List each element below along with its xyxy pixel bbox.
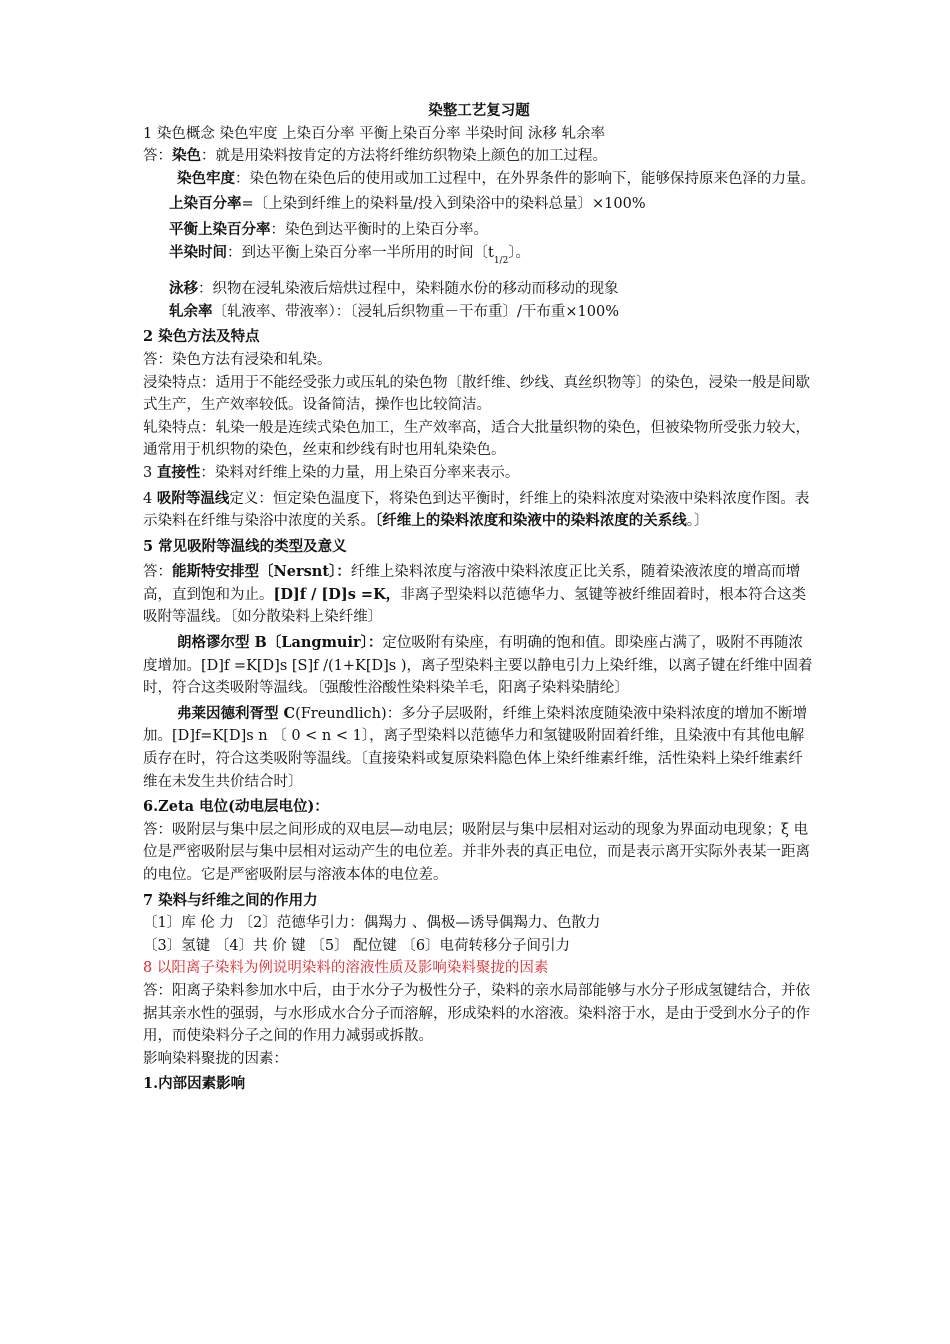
q5-heading: 5 常见吸附等温线的类型及意义 — [143, 537, 347, 555]
q8-internal-factors: 1.内部因素影响 — [143, 1075, 246, 1093]
q1-half-time: 半染时间：到达平衡上染百分率一半所用的时间〔$t_{1/2}$〕。 — [169, 243, 531, 266]
q6-answer: 答：吸附层与集中层之间形成的双电层—动电层；吸附层与集中层相对运动的现象为界面动电现象；ξ 电位是严密吸附层与集中层相对运动产生的电位差。并非外表的真正电位，而是表示离开实际外表某一距离的电位。它是严密吸附层与溶液本体的电位差。 — [143, 821, 810, 883]
q7-heading: 7 染料与纤维之间的作用力 — [143, 891, 318, 909]
q3-directness: 3 直接性：染料对纤维上染的力量，用上染百分率来表示。 — [143, 463, 520, 481]
q1-dyeing: 答：染色：就是用染料按肯定的方法将纤维纺织物染上颜色的加工过程。 — [143, 147, 607, 165]
q2-heading: 2 染色方法及特点 — [143, 328, 260, 346]
q7-forces-line2: 〔3〕氢键 〔4〕共 价 键 〔5〕 配位键 〔6〕电荷转移分子间引力 — [143, 937, 571, 954]
q1-pickup: 轧余率〔轧液率、带液率）：〔浸轧后织物重－干布重〕/干布重×100% — [169, 302, 619, 320]
q8-answer: 答：阳离子染料参加水中后，由于水分子为极性分子，染料的亲水局部能够与水分子形成氢键结合，并依据其亲水性的强弱，与水形成水合分子而溶解，形成染料的水溶液。染料溶于水，是由于受到水分子的作用，而使染料分子之间的作用力减弱或拆散。 — [143, 982, 810, 1045]
q5-langmuir: 朗格谬尔型 B〔Langmuir〕：定位吸附有染座，有明确的饱和值。即染座占满了，吸附不再随浓度增加。[D]f =K[D]s [S]f /(1+K[D]s )，离子型染料主要以静电引力上染纤维，以离子键在纤维中固着时，符合这类吸附等温线。〔强酸性浴酸性染料染羊毛，阳离子染料染腈纶〕 — [143, 634, 813, 697]
document-page — [143, 100, 815, 1096]
q7-forces-line1: 〔1〕库 伦 力 〔2〕范德华引力：偶羯力 、偶极—诱导偶羯力、色散力 — [143, 915, 601, 932]
q1-uptake: 上染百分率=〔上染到纤维上的染料量/投入到染浴中的染料总量〕×100% — [169, 195, 646, 213]
q1-fastness: 染色牢度：染色物在染色后的使用或加工过程中，在外界条件的影响下，能够保持原来色泽的力量。 — [177, 169, 815, 187]
q2-exhaust: 浸染特点：适用于不能经受张力或压轧的染色物〔散纤维、纱线、真丝织物等〕的染色，浸染一般是间歇式生产，生产效率较低。设备简洁，操作也比较简洁。 — [143, 374, 810, 414]
q8-factors: 影响染料聚拢的因素： — [143, 1050, 288, 1067]
q4-isotherm: 4 吸附等温线定义：恒定染色温度下，将染色到达平衡时，纤维上的染料浓度对染液中染料浓度作图。表示染料在纤维与染浴中浓度的关系。〔纤维上的染料浓度和染液中的染料浓度的关系线。〕 — [143, 489, 810, 530]
q2-answer: 答：染色方法有浸染和轧染。 — [143, 351, 332, 368]
page-title: 染整工艺复习题 — [428, 102, 530, 119]
q1-migration: 泳移：织物在浸轧染液后焙烘过程中，染料随水份的移动而移动的现象 — [169, 280, 619, 298]
q5-freundlich: 弗莱因德利胥型 C(Freundlich)：多分子层吸附，纤维上染料浓度随染液中染料浓度的增加不断增加。[D]f=K[D]s n 〔 0 < n < 1〕，离子型染料以范德华力和氢键吸附固着纤维，且染液中有其他电解质存在时，符合这类吸附等温线。〔直接染料或复原染料隐色体上染纤维素纤维，活性染料上染纤维素纤维在未发生共价结合时〕 — [143, 704, 808, 790]
q5-nernst: 答：能斯特安排型〔Nersnt〕：纤维上染料浓度与溶液中染料浓度正比关系，随着染液浓度的增高而增高，直到饱和为止。[D]f / [D]s =K，非离子型染料以范德华力、氢键等被纤维固着时，根本符合这类吸附等温线。〔如分散染料上染纤维〕 — [143, 563, 807, 626]
q1-heading: 1 染色概念 染色牢度 上染百分率 平衡上染百分率 半染时间 泳移 轧余率 — [143, 125, 605, 142]
q6-heading: 6.Zeta 电位(动电层电位)： — [143, 798, 329, 816]
q2-pad: 轧染特点：轧染一般是连续式染色加工，生产效率高，适合大批量织物的染色，但被染物所受张力较大，通常用于机织物的染色，丝束和纱线有时也用轧染染色。 — [143, 419, 810, 459]
q1-equilibrium: 平衡上染百分率：染色到达平衡时的上染百分率。 — [169, 220, 488, 238]
q8-heading: 8 以阳离子染料为例说明染料的溶液性质及影响染料聚拢的因素 — [143, 960, 549, 977]
